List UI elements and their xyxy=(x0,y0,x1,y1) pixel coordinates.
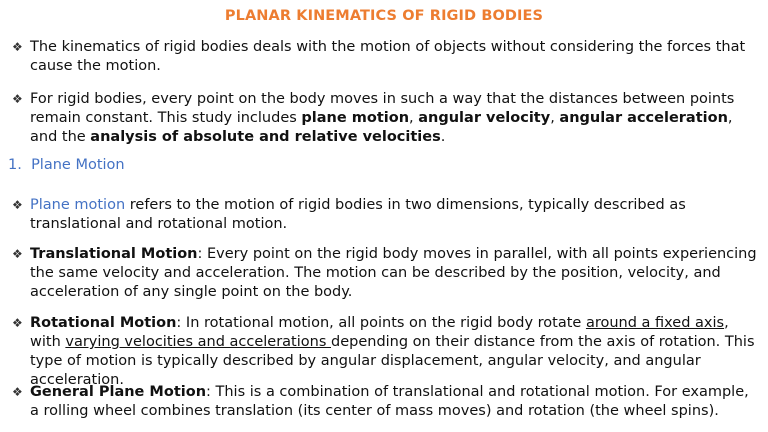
list-item-translational: ❖ Translational Motion: Every point on the rigid body moves in parallel, with all points experiencing the same velocity and acceleration. The motion can be described by the position, velocity, and acceleration of any single point on the body. xyxy=(12,246,757,300)
bold-term: analysis of absolute and relative velocities xyxy=(90,129,441,145)
list-item-plane-motion: ❖ Plane motion refers to the motion of rigid bodies in two dimensions, typically described as translational and rotational motion. xyxy=(12,197,686,232)
paragraph-intro xyxy=(12,38,762,76)
bold-term: angular acceleration xyxy=(559,110,728,126)
list-item-general: ❖ General Plane Motion: This is a combination of translational and rotational motion. For example, a rolling wheel combines translation (its center of mass moves) and rotation (the wheel spins). xyxy=(12,384,749,419)
diamond-bullet-icon: ❖ xyxy=(12,92,23,106)
paragraph-text: The kinematics of rigid bodies deals with the motion of objects without considering the forces that cause the motion. xyxy=(30,39,746,74)
diamond-bullet-icon: ❖ xyxy=(12,40,23,54)
list-item-rotational: ❖ Rotational Motion: In rotational motion, all points on the rigid body rotate around a fixed axis, with varying velocities and accelerations depending on their distance from the axis of rotation. This type of motion is typically described by angular displacement, angular velocity, and angular acceleration. xyxy=(12,315,755,388)
term: General Plane Motion xyxy=(30,384,207,400)
paragraph-rigid-bodies: ❖ For rigid bodies, every point on the body moves in such a way that the distances between points remain constant. This study includes plane motion, angular velocity, angular acceleration, and the analysis of absolute and relative velocities. xyxy=(12,91,735,145)
page-title: PLANAR KINEMATICS OF RIGID BODIES xyxy=(224,8,544,24)
section-heading: 1. Plane Motion xyxy=(8,157,125,173)
diamond-bullet-icon: ❖ xyxy=(12,198,23,212)
term: Plane motion xyxy=(30,197,126,213)
bold-term: angular velocity xyxy=(418,110,551,126)
term: Translational Motion xyxy=(30,246,198,262)
term: Rotational Motion xyxy=(30,315,177,331)
diamond-bullet-icon: ❖ xyxy=(12,247,23,261)
bold-term: plane motion xyxy=(301,110,410,126)
diamond-bullet-icon: ❖ xyxy=(12,385,23,399)
diamond-bullet-icon: ❖ xyxy=(12,316,23,330)
